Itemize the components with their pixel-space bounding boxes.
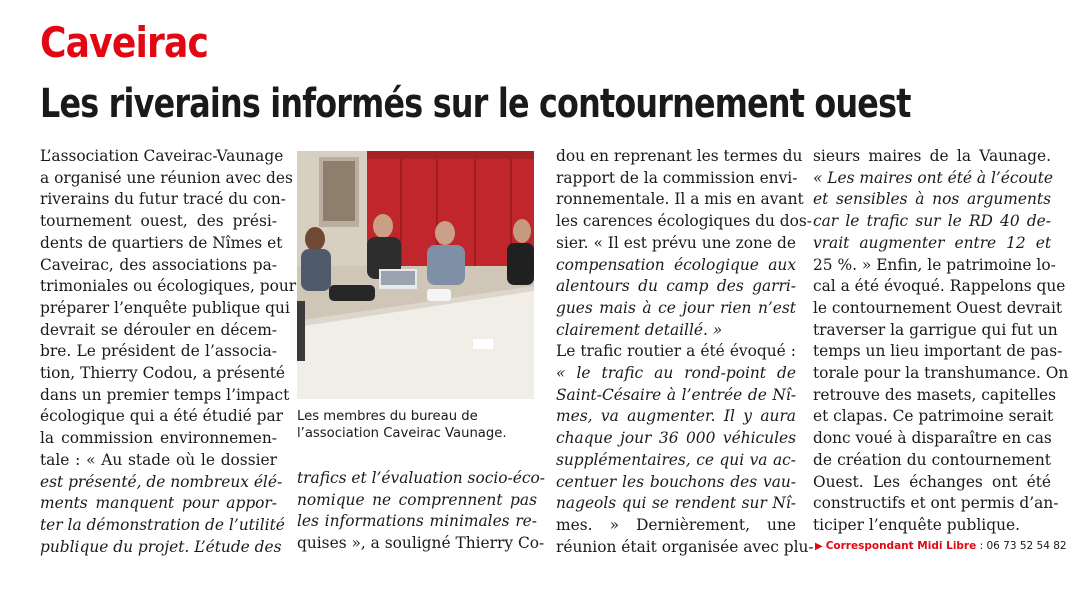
text-line: bre. Le président de l’associa- (40, 342, 277, 361)
text-line: gues mais à ce jour rien n’est (556, 298, 796, 317)
text-line: 25 %. » Enfin, le patrimoine lo- (813, 255, 1056, 274)
credit-phone: : 06 73 52 54 82 (976, 540, 1067, 552)
text-line: la commission environnemen- (40, 429, 277, 448)
text-line: ronnementale. Il a mis en avant (556, 190, 804, 209)
text-line: riverains du futur tracé du con- (40, 190, 286, 209)
text-line: trafics et l’évaluation socio-éco- (297, 469, 545, 487)
article-column-2 (297, 468, 545, 555)
text-line: L’association Caveirac-Vaunage (40, 147, 284, 165)
text-line: et sensibles à nos arguments (813, 190, 1051, 209)
text-line: constructifs et ont permis d’an- (813, 494, 1059, 513)
text-line: a organisé une réunion avec des (40, 168, 293, 187)
text-line: vrait augmenter entre 12 et (813, 233, 1051, 252)
text-line: chaque jour 36 000 véhicules (556, 429, 796, 448)
text-line: rapport de la commission envi- (556, 168, 798, 187)
text-line: mes, va augmenter. Il y aura (556, 407, 796, 426)
text-line: écologique qui a été étudié par (40, 407, 284, 426)
text-line: car le trafic sur le RD 40 de- (813, 212, 1051, 231)
text-line: quises », a souligné Thierry Co- (297, 534, 545, 553)
text-line: compensation écologique aux (556, 255, 796, 274)
text-line: trimoniales ou écologiques, pour (40, 277, 297, 296)
text-line: temps un lieu important de pas- (813, 342, 1063, 361)
photo-caption: Les membres du bureau de l’association Caveirac Vaunage. (297, 409, 507, 441)
text-line: Caveirac, des associations pa- (40, 255, 277, 274)
text-line: dou en reprenant les termes du (556, 147, 803, 165)
kicker: Caveirac (40, 18, 209, 67)
text-line: donc voué à disparaître en cas (813, 429, 1052, 448)
text-line: « le trafic au rond-point de (556, 364, 796, 383)
correspondent-credit (815, 540, 1067, 552)
text-line: tale : « Au stade où le dossier (40, 450, 277, 469)
text-line: les carences écologiques du dos- (556, 212, 813, 231)
text-line: « Les maires ont été à l’écoute (813, 168, 1054, 187)
article-column-4 (813, 146, 1069, 537)
text-line: sieurs maires de la Vaunage. (813, 147, 1051, 165)
text-line: publique du projet. L’étude des (40, 537, 282, 556)
text-line: préparer l’enquête publique qui (40, 298, 290, 317)
meeting-photo-image (297, 151, 534, 399)
text-line: alentours du camp des garri- (556, 277, 796, 296)
text-line: ticiper l’enquête publique. (813, 515, 1020, 534)
text-line: les informations minimales re- (297, 512, 537, 531)
text-line: et clapas. Ce patrimoine serait (813, 407, 1054, 426)
text-line: devrait se dérouler en décem- (40, 320, 277, 339)
text-line: traverser la garrigue qui fut un (813, 320, 1058, 339)
text-line: sier. « Il est prévu une zone de (556, 233, 796, 252)
text-line: ments manquent pour appor- (40, 494, 277, 513)
text-line: tournement ouest, des prési- (40, 212, 277, 231)
text-line: supplémentaires, ce qui va ac- (556, 450, 796, 469)
text-line: dans un premier temps l’impact (40, 385, 290, 404)
text-line: Le trafic routier a été évoqué : (556, 342, 796, 361)
text-line: clairement detaillé. » (556, 320, 723, 339)
text-line: ter la démonstration de l’utilité (40, 515, 285, 534)
text-line: réunion était organisée avec plu- (556, 537, 814, 556)
text-line: tion, Thierry Codou, a présenté (40, 364, 286, 383)
text-line: nomique ne comprennent pas (297, 490, 537, 509)
article-column-3 (556, 146, 814, 558)
text-line: Saint-Césaire à l’entrée de Nî- (556, 385, 796, 404)
text-line: de création du contournement (813, 450, 1051, 469)
text-line: est présenté, de nombreux élé- (40, 472, 283, 491)
text-line: nageols qui se rendent sur Nî- (556, 494, 796, 513)
text-line: Ouest. Les échanges ont été (813, 472, 1051, 491)
text-line: le contournement Ouest devrait (813, 298, 1063, 317)
credit-name: Correspondant Midi Libre (825, 540, 977, 552)
text-line: torale pour la transhumance. On (813, 364, 1069, 383)
photo-meeting (297, 151, 534, 399)
article-column-1 (40, 146, 297, 558)
triangle-bullet-icon: ▶ (815, 541, 823, 552)
text-line: centuer les bouchons des vau- (556, 472, 796, 491)
text-line: dents de quartiers de Nîmes et (40, 233, 283, 252)
text-line: mes. » Dernièrement, une (556, 515, 796, 534)
headline: Les riverains informés sur le contournement ouest (40, 81, 911, 127)
text-line: retrouve des masets, capitelles (813, 385, 1056, 404)
text-line: cal a été évoqué. Rappelons que (813, 277, 1066, 296)
